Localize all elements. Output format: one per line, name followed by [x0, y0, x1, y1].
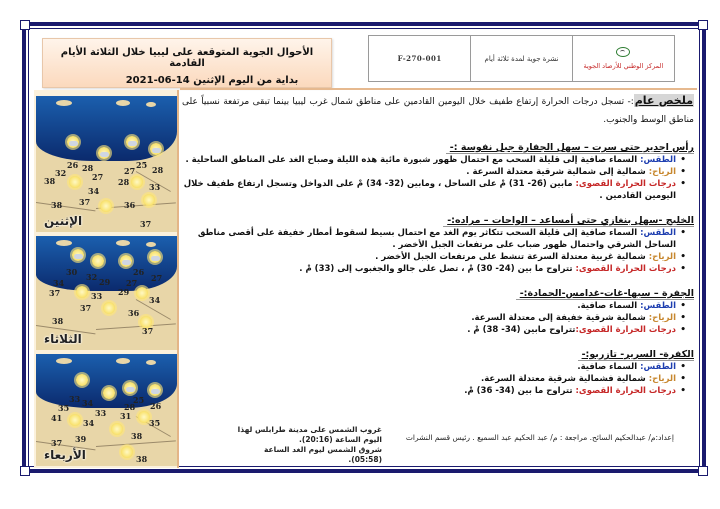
temperature-label: 33	[95, 408, 107, 418]
map-day-label: الثلاثاء	[44, 332, 82, 346]
sky-item: • الطقس: السماء صافية إلى قليلة السحب مع احتمال ظهور شبورة مائية هذه الليلة وصباح الغد على المناطق الساحلية .	[182, 154, 686, 166]
temperature-label: 32	[86, 272, 98, 282]
temperature-label: 28	[152, 165, 164, 175]
temperature-label: 26	[150, 401, 162, 411]
sunny-icon	[103, 302, 115, 314]
island-shape	[116, 240, 130, 246]
partly-cloudy-icon	[67, 136, 79, 148]
form-code: F-270-001	[397, 54, 442, 63]
island-shape	[146, 242, 156, 247]
temperature-label: 26	[133, 267, 145, 277]
sky-item: • الطقس: السماء صافية.	[182, 361, 686, 373]
bulletin-name: نشرة جوية لمدة ثلاثة أيام	[470, 36, 571, 81]
sunny-icon	[103, 387, 115, 399]
summary-label: ملخص عام	[634, 94, 693, 107]
partly-cloudy-icon	[98, 147, 110, 159]
summary-text: :- تسجل درجات الحرارة إرتفاع طفيف خلال اليومين القادمين على مناطق شمال غرب ليبيا بينما تبقى مرتفعة نسبياً على مناطق الوسط والجنوب.	[182, 97, 694, 125]
map-day-label: الإثنين	[44, 214, 83, 228]
sunny-icon	[92, 255, 104, 267]
sunny-icon	[136, 287, 148, 299]
bulletin-title: الأحوال الجوية المتوقعة على ليبيا خلال الثلاثة الأيام القادمة	[60, 47, 314, 69]
organization-name: المركز الوطني للأرصاد الجوية	[583, 62, 664, 70]
sunset-time: غروب الشمس على مدينة طرابلس لهذا اليوم الساعة (20:16).	[237, 425, 382, 444]
sunny-icon	[111, 423, 123, 435]
temperature-label: 38	[52, 316, 64, 326]
temperature-label: 28	[124, 402, 136, 412]
island-shape	[116, 100, 130, 106]
organization-cell	[572, 36, 674, 81]
region-east	[182, 208, 694, 275]
temp-item: • درجات الحرارة القصوى: تتراوح ما بين (24- 30) مْ ، تصل على جالو والجغبوب إلى (33) مْ .	[182, 263, 686, 275]
temperature-label: 37	[140, 219, 152, 229]
bulletin-title-box	[42, 38, 332, 88]
island-shape	[146, 360, 156, 365]
frame-corner-ornament	[698, 20, 708, 30]
temperature-label: 27	[151, 273, 163, 283]
temperature-label: 34	[82, 398, 94, 408]
prepared-by-credits: إعداد:م/ عبدالحكيم السائح. مراجعة : م/ عبد الحكيم عبد السميع . رئيس قسم النشرات	[405, 433, 674, 442]
wind-item: • الرياح: شمالية إلى شمالية شرقية معتدلة السرعة .	[182, 166, 686, 178]
temperature-label: 27	[92, 172, 104, 182]
region-title: الجفرة – سبها-غات-غدامس-الحمادة:-	[516, 288, 694, 300]
region-title: رأس اجدير حتى سرت – سهل الجفارة جبل نفوسة :-	[446, 142, 694, 154]
header-info-table	[368, 35, 675, 82]
sunny-icon	[69, 176, 81, 188]
country-border-line	[96, 323, 176, 330]
sunny-icon	[131, 176, 143, 188]
temperature-label: 35	[149, 418, 161, 428]
island-shape	[56, 100, 72, 106]
region-southeast	[182, 342, 694, 397]
wind-item: • الرياح: شمالية غربية معتدلة السرعة تنشط على مرتفعات الجبل الأخضر .	[182, 251, 686, 263]
forecast-map-monday	[36, 96, 177, 232]
temperature-label: 33	[149, 182, 161, 192]
sunny-icon	[121, 446, 133, 458]
temperature-label: 38	[136, 454, 148, 464]
temperature-label: 26	[67, 160, 79, 170]
temperature-label: 28	[82, 163, 94, 173]
temperature-label: 37	[80, 303, 92, 313]
frame-corner-ornament	[20, 466, 30, 476]
temperature-label: 39	[75, 434, 87, 444]
region-west	[182, 135, 694, 202]
temp-item: • درجات الحرارة القصوى: مابين (26- 31) مْ على الساحل ، ومابين (32- 34) مْ على الدواخل وتسجل ارتفاع طفيف خلال اليومين القادمين .	[182, 178, 686, 202]
country-border-line	[96, 440, 176, 447]
temperature-label: 37	[142, 326, 154, 336]
temperature-label: 25	[136, 160, 148, 170]
temperature-label: 36	[128, 308, 140, 318]
temperature-label: 32	[55, 168, 67, 178]
sunny-icon	[76, 374, 88, 386]
forecast-map-wednesday	[36, 354, 177, 466]
temp-item: • درجات الحرارة القصوى:تتراوح مابين (34- 38) مْ .	[182, 324, 686, 336]
island-shape	[146, 102, 156, 107]
temperature-label: 25	[133, 395, 145, 405]
sky-item: • الطقس: السماء صافية إلى قليلة السحب تتكاثر يوم الغد مع احتمال بسيط لسقوط أمطار خفيفة على أقصى مناطق الساحل الشرقي واحتمال ظهور ضباب على مرتفعات الجبل الأخضر .	[182, 227, 686, 251]
sun-times	[232, 425, 382, 465]
temperature-label: 31	[120, 411, 132, 421]
sunrise-time: شروق الشمس ليوم الغد الساعة (05:58).	[263, 445, 382, 464]
temperature-label: 37	[51, 438, 63, 448]
map-day-label: الأربعاء	[44, 448, 86, 462]
wind-item: • الرياح: شمالية شرقية خفيفة إلى معتدلة السرعة.	[182, 312, 686, 324]
nmc-logo-icon	[616, 47, 630, 57]
temperature-label: 27	[126, 278, 138, 288]
temperature-label: 34	[88, 186, 100, 196]
temperature-label: 41	[51, 413, 63, 423]
island-shape	[116, 358, 130, 364]
temperature-label: 28	[118, 177, 130, 187]
temperature-label: 33	[91, 291, 103, 301]
temperature-label: 34	[53, 278, 65, 288]
temperature-label: 38	[131, 431, 143, 441]
general-summary	[182, 92, 694, 129]
region-title: الخليج -سهل بنغازي حتى أمساعد – الواحات – مراده:-	[443, 215, 694, 227]
partly-cloudy-icon	[124, 382, 136, 394]
temperature-label: 34	[83, 418, 95, 428]
temperature-label: 35	[58, 403, 70, 413]
partly-cloudy-icon	[120, 255, 132, 267]
partly-cloudy-icon	[72, 249, 84, 261]
sky-item: • الطقس: السماء صافية.	[182, 300, 686, 312]
bulletin-body	[182, 92, 694, 432]
bulletin-date: بداية من اليوم الإثنين 14-06-2021	[125, 75, 299, 86]
partly-cloudy-icon	[149, 384, 161, 396]
temperature-label: 27	[124, 166, 136, 176]
temperature-label: 29	[99, 277, 111, 287]
sunny-icon	[100, 200, 112, 212]
island-shape	[56, 240, 72, 246]
partly-cloudy-icon	[126, 136, 138, 148]
region-center-south	[182, 281, 694, 336]
forecast-maps-column	[34, 90, 179, 468]
island-shape	[56, 358, 72, 364]
frame-corner-ornament	[20, 20, 30, 30]
temperature-label: 36	[124, 200, 136, 210]
temp-item: • درجات الحرارة القصوى: تتراوح ما بين (34- 36) مْ.	[182, 385, 686, 397]
sunny-icon	[76, 286, 88, 298]
forecast-map-tuesday	[36, 236, 177, 350]
frame-corner-ornament	[698, 466, 708, 476]
temperature-label: 30	[66, 267, 78, 277]
temperature-label: 34	[149, 295, 161, 305]
temperature-label: 38	[51, 200, 63, 210]
partly-cloudy-icon	[149, 251, 161, 263]
temperature-label: 37	[79, 197, 91, 207]
header-separator	[180, 88, 697, 90]
temperature-label: 29	[118, 287, 130, 297]
sunny-icon	[69, 414, 81, 426]
region-title: الكفرة- السرير- تازربو:-	[578, 349, 694, 361]
sunny-icon	[143, 194, 155, 206]
temperature-label: 37	[49, 288, 61, 298]
wind-item: • الرياح: شمالية فشمالية شرقية معتدلة السرعة.	[182, 373, 686, 385]
temperature-label: 38	[44, 176, 56, 186]
partly-cloudy-icon	[150, 143, 162, 155]
temperature-label: 33	[69, 394, 81, 404]
